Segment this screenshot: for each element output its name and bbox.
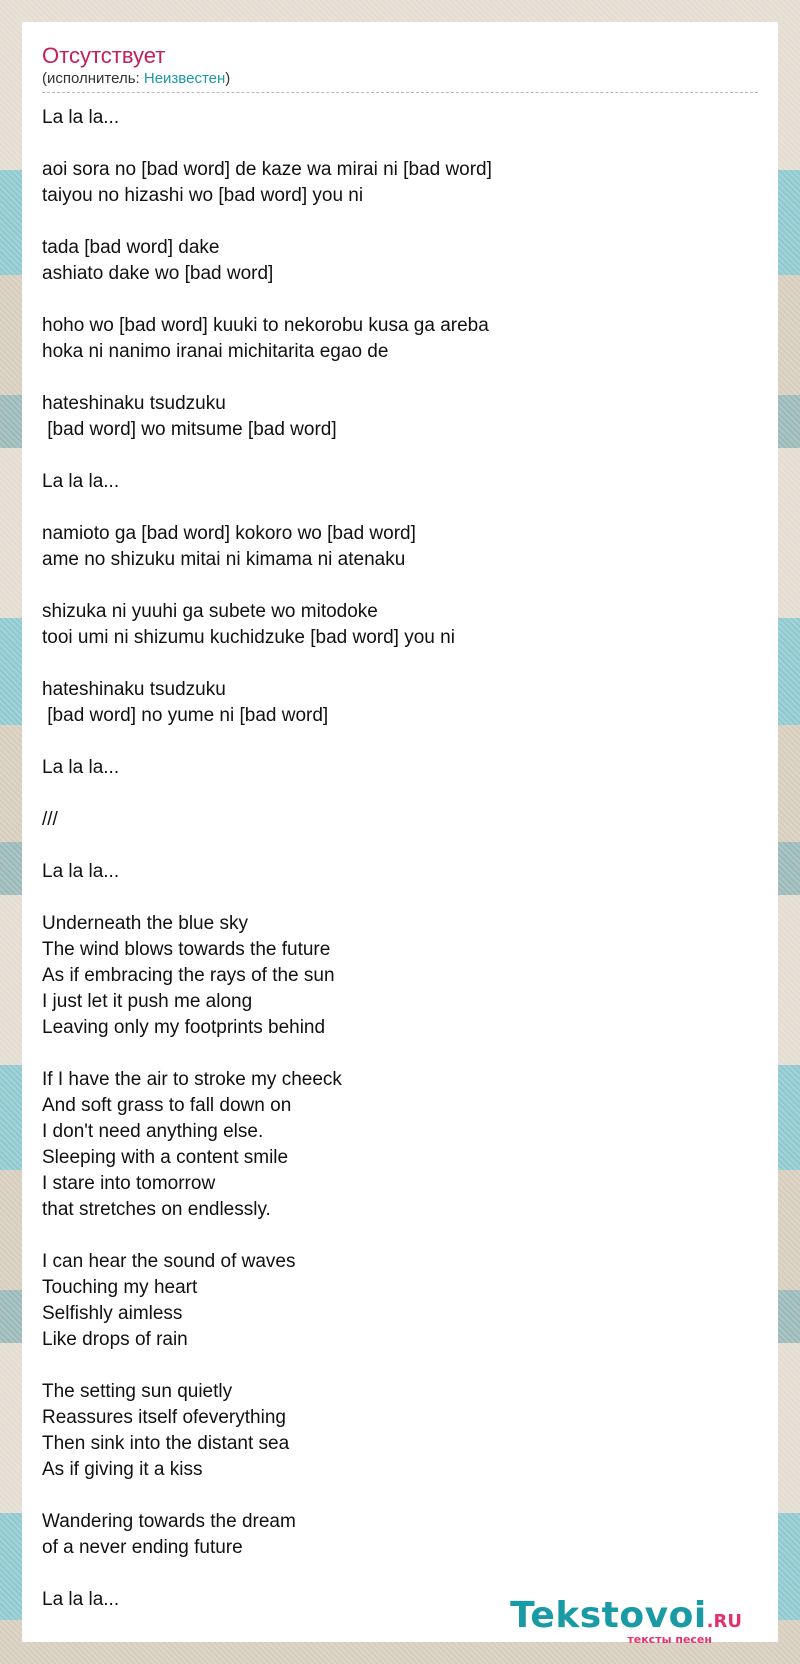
logo-name: Tekstovoi bbox=[510, 1595, 707, 1636]
lyric-line: Then sink into the distant sea bbox=[42, 1433, 290, 1454]
artist-prefix: (исполнитель: bbox=[42, 70, 144, 87]
lyric-line: that stretches on endlessly. bbox=[42, 1199, 271, 1220]
lyric-line: hateshinaku tsudzuku bbox=[42, 679, 226, 700]
lyric-blank-line bbox=[42, 495, 758, 521]
lyric-line: Selfishly aimless bbox=[42, 1303, 183, 1324]
lyric-line: /// bbox=[42, 809, 58, 830]
lyric-blank-line bbox=[42, 1483, 758, 1509]
lyric-line: La la la... bbox=[42, 861, 120, 882]
lyric-line: namioto ga [bad word] kokoro wo [bad word] bbox=[42, 523, 416, 544]
lyric-blank-line bbox=[42, 1223, 758, 1249]
lyric-blank-line bbox=[42, 1041, 758, 1067]
lyric-line: The wind blows towards the future bbox=[42, 939, 331, 960]
lyric-blank-line bbox=[42, 443, 758, 469]
lyric-line: La la la... bbox=[42, 471, 120, 492]
lyric-line: ashiato dake wo [bad word] bbox=[42, 263, 274, 284]
lyric-blank-line bbox=[42, 287, 758, 313]
lyrics-text bbox=[42, 105, 758, 1613]
lyric-line: As if giving it a kiss bbox=[42, 1459, 203, 1480]
artist-suffix: ) bbox=[225, 70, 231, 87]
lyric-line: shizuka ni yuuhi ga subete wo mitodoke bbox=[42, 601, 378, 622]
lyric-line: Wandering towards the dream bbox=[42, 1511, 296, 1532]
lyric-blank-line bbox=[42, 573, 758, 599]
lyric-line: taiyou no hizashi wo [bad word] you ni bbox=[42, 185, 364, 206]
lyric-line: La la la... bbox=[42, 757, 120, 778]
lyric-line: [bad word] wo mitsume [bad word] bbox=[42, 419, 337, 440]
lyric-blank-line bbox=[42, 1353, 758, 1379]
lyric-line: And soft grass to fall down on bbox=[42, 1095, 292, 1116]
lyric-blank-line bbox=[42, 209, 758, 235]
lyric-line: La la la... bbox=[42, 1589, 120, 1610]
lyric-line: If I have the air to stroke my cheeck bbox=[42, 1069, 342, 1090]
lyric-line: tada [bad word] dake bbox=[42, 237, 220, 258]
lyric-blank-line bbox=[42, 651, 758, 677]
lyric-line: hateshinaku tsudzuku bbox=[42, 393, 226, 414]
lyric-line: I don't need anything else. bbox=[42, 1121, 264, 1142]
lyric-line: of a never ending future bbox=[42, 1537, 243, 1558]
lyrics-card bbox=[22, 22, 778, 1642]
tekstovoi-logo[interactable] bbox=[510, 1595, 742, 1646]
lyric-blank-line bbox=[42, 885, 758, 911]
lyric-line: As if embracing the rays of the sun bbox=[42, 965, 335, 986]
logo-tld: .RU bbox=[706, 1611, 742, 1632]
lyric-line: tooi umi ni shizumu kuchidzuke [bad word] you ni bbox=[42, 627, 455, 648]
lyric-line: Underneath the blue sky bbox=[42, 913, 248, 934]
song-title: Отсутствует bbox=[42, 43, 166, 68]
lyric-line: I just let it push me along bbox=[42, 991, 253, 1012]
lyric-blank-line bbox=[42, 365, 758, 391]
lyric-blank-line bbox=[42, 833, 758, 859]
lyric-line: hoka ni nanimo iranai michitarita egao de bbox=[42, 341, 389, 362]
lyric-line: ame no shizuku mitai ni kimama ni atenaku bbox=[42, 549, 406, 570]
logo-tagline: тексты песен bbox=[627, 1633, 712, 1646]
lyric-line: Touching my heart bbox=[42, 1277, 198, 1298]
lyric-line: Reassures itself ofeverything bbox=[42, 1407, 286, 1428]
lyric-line: hoho wo [bad word] kuuki to nekorobu kusa ga areba bbox=[42, 315, 489, 336]
lyric-line: Leaving only my footprints behind bbox=[42, 1017, 326, 1038]
lyric-blank-line bbox=[42, 131, 758, 157]
lyric-blank-line bbox=[42, 781, 758, 807]
lyric-line: aoi sora no [bad word] de kaze wa mirai ni [bad word] bbox=[42, 159, 492, 180]
lyric-line: La la la... bbox=[42, 107, 120, 128]
lyric-line: The setting sun quietly bbox=[42, 1381, 233, 1402]
artist-line bbox=[42, 70, 758, 93]
lyric-blank-line bbox=[42, 1561, 758, 1587]
lyric-line: I can hear the sound of waves bbox=[42, 1251, 296, 1272]
lyric-line: Like drops of rain bbox=[42, 1329, 188, 1350]
lyric-line: I stare into tomorrow bbox=[42, 1173, 216, 1194]
artist-link[interactable]: Неизвестен bbox=[143, 70, 226, 87]
lyric-line: Sleeping with a content smile bbox=[42, 1147, 289, 1168]
lyric-line: [bad word] no yume ni [bad word] bbox=[42, 705, 329, 726]
lyric-blank-line bbox=[42, 729, 758, 755]
